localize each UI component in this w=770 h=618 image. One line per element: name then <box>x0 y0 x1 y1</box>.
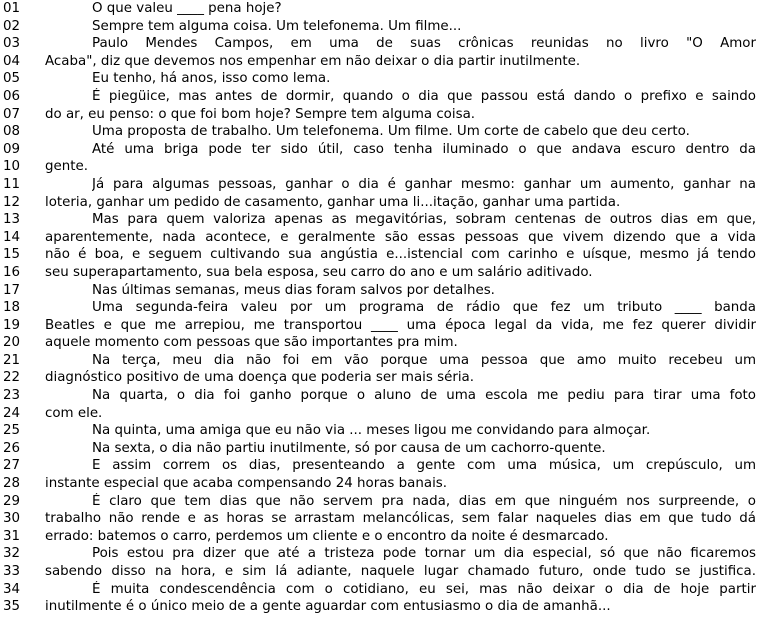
line-number: 10 <box>3 159 21 175</box>
text-line <box>0 457 770 475</box>
text-line <box>0 299 770 317</box>
text-line <box>0 422 770 440</box>
text-line <box>0 194 770 212</box>
line-number: 07 <box>3 106 21 122</box>
text-line <box>0 123 770 141</box>
text-line <box>0 53 770 71</box>
line-text: Até uma briga pode ter sido útil, caso tenha iluminado o que andava escuro dentro da <box>92 141 756 157</box>
line-number: 06 <box>3 88 21 104</box>
text-line <box>0 317 770 335</box>
text-line <box>0 493 770 511</box>
line-text: É muita condescendência com o cotidiano, eu sei, mas não deixar o dia de hoje partir <box>92 581 756 597</box>
text-line <box>0 440 770 458</box>
line-number: 25 <box>3 423 21 439</box>
line-number: 05 <box>3 71 21 87</box>
line-text: com ele. <box>45 405 103 421</box>
line-text: aquele momento com pessoas que são importantes pra mim. <box>45 335 458 351</box>
line-number: 28 <box>3 476 21 492</box>
line-number: 21 <box>3 352 21 368</box>
line-number: 27 <box>3 458 21 474</box>
line-number: 08 <box>3 124 21 140</box>
text-line <box>0 475 770 493</box>
line-number: 24 <box>3 405 21 421</box>
line-text: Na quinta, uma amiga que eu não via ... meses ligou me convidando para almoçar. <box>92 423 651 439</box>
line-text: não é boa, e seguem cultivando sua angústia e...istencial com carinho e uísque, mesmo já tendo <box>45 247 756 263</box>
line-number: 12 <box>3 194 21 210</box>
line-number: 01 <box>3 1 21 16</box>
line-number: 20 <box>3 335 21 351</box>
text-line <box>0 106 770 124</box>
text-line <box>0 352 770 370</box>
line-text: Beatles e que me arrepiou, me transportou ____ uma época legal da vida, me fez querer dividir <box>45 317 756 333</box>
line-text: O que valeu ____ pena hoje? <box>92 1 282 16</box>
text-line <box>0 563 770 581</box>
line-number: 29 <box>3 493 21 509</box>
line-text: trabalho não rende e as horas se arrastam melancólicas, sem falar naqueles dias em que tudo dá <box>45 511 756 527</box>
line-text: seu superapartamento, sua bela esposa, seu carro do ano e um salário aditivado. <box>45 264 593 280</box>
line-text: Na terça, meu dia não foi em vão porque uma pessoa que amo muito recebeu um <box>92 352 756 368</box>
line-number: 03 <box>3 36 21 52</box>
line-text: Já para algumas pessoas, ganhar o dia é ganhar mesmo: ganhar um aumento, ganhar na <box>92 176 756 192</box>
line-number: 14 <box>3 229 21 245</box>
line-number: 11 <box>3 176 21 192</box>
text-line <box>0 141 770 159</box>
text-line <box>0 334 770 352</box>
line-number: 35 <box>3 599 21 615</box>
text-line <box>0 510 770 528</box>
line-text: Uma segunda-feira valeu por um programa de rádio que fez um tributo ____ banda <box>92 300 756 316</box>
line-text: Sempre tem alguma coisa. Um telefonema. Um filme... <box>92 18 462 34</box>
text-line <box>0 387 770 405</box>
line-number: 04 <box>3 53 21 69</box>
line-text: aparentemente, nada acontece, e geralmente são essas pessoas que vivem dizendo que a vida <box>45 229 756 245</box>
line-number: 22 <box>3 370 21 386</box>
text-line <box>0 528 770 546</box>
text-line <box>0 581 770 599</box>
text-line <box>0 246 770 264</box>
text-line <box>0 598 770 616</box>
line-text: do ar, eu penso: o que foi bom hoje? Sempre tem alguma coisa. <box>45 106 476 122</box>
line-text: Uma proposta de trabalho. Um telefonema. Um filme. Um corte de cabelo que deu certo. <box>92 124 690 140</box>
line-text: É piegüice, mas antes de dormir, quando o dia que passou está dando o prefixo e saindo <box>92 88 756 104</box>
line-text: Eu tenho, há anos, isso como lema. <box>92 71 331 87</box>
line-number: 13 <box>3 212 21 228</box>
line-text: loteria, ganhar um pedido de casamento, ganhar uma li...itação, ganhar uma partida. <box>45 194 621 210</box>
line-number: 15 <box>3 247 21 263</box>
line-number: 33 <box>3 564 21 579</box>
line-text: Paulo Mendes Campos, em uma de suas crônicas reunidas no livro "O Amor <box>92 36 756 52</box>
line-text: Mas para quem valoriza apenas as megavitórias, sobram centenas de outros dias em que, <box>92 212 756 228</box>
line-text: É claro que tem dias que não servem pra nada, dias em que ninguém nos surpreende, o <box>92 493 756 509</box>
line-number: 19 <box>3 317 21 333</box>
line-number: 26 <box>3 440 21 456</box>
line-number: 31 <box>3 528 21 544</box>
line-number: 09 <box>3 141 21 157</box>
line-number: 34 <box>3 581 21 597</box>
text-line <box>0 282 770 300</box>
text-line <box>0 35 770 53</box>
text-line <box>0 369 770 387</box>
line-number: 32 <box>3 546 21 562</box>
line-text: Nas últimas semanas, meus dias foram salvos por detalhes. <box>92 282 495 298</box>
line-number: 17 <box>3 282 21 298</box>
text-line <box>0 545 770 563</box>
line-text: Na quarta, o dia foi ganho porque o aluno de uma escola me pediu para tirar uma foto <box>92 388 756 404</box>
line-number: 23 <box>3 388 21 404</box>
line-number: 18 <box>3 300 21 316</box>
line-text: Pois estou pra dizer que até a tristeza pode tornar um dia especial, só que não ficaremos <box>92 546 756 562</box>
text-line <box>0 229 770 247</box>
line-text: sabendo disso na hora, e sim lá adiante, naquele lugar chamado futuro, onde tudo se justifica. <box>45 564 756 579</box>
text-line <box>0 176 770 194</box>
text-line <box>0 88 770 106</box>
line-number: 02 <box>3 18 21 34</box>
text-line <box>0 18 770 36</box>
text-line <box>0 0 770 18</box>
text-line <box>0 70 770 88</box>
line-text: E assim correm os dias, presenteando a gente com uma música, um crepúsculo, um <box>92 458 756 474</box>
line-text: errado: batemos o carro, perdemos um cliente e o encontro da noite é desmarcado. <box>45 528 609 544</box>
text-line <box>0 211 770 229</box>
line-text: gente. <box>45 159 88 175</box>
line-text: diagnóstico positivo de uma doença que poderia ser mais séria. <box>45 370 475 386</box>
line-number: 30 <box>3 511 21 527</box>
text-line <box>0 264 770 282</box>
line-number: 16 <box>3 264 21 280</box>
line-text: Na sexta, o dia não partiu inutilmente, só por causa de um cachorro-quente. <box>92 440 606 456</box>
text-line <box>0 405 770 423</box>
line-text: instante especial que acaba compensando 24 horas banais. <box>45 476 448 492</box>
text-line <box>0 158 770 176</box>
line-text: inutilmente é o único meio de a gente aguardar com entusiasmo o dia de amanhã... <box>45 599 611 615</box>
line-text: Acaba", diz que devemos nos empenhar em não deixar o dia partir inutilmente. <box>45 53 581 69</box>
